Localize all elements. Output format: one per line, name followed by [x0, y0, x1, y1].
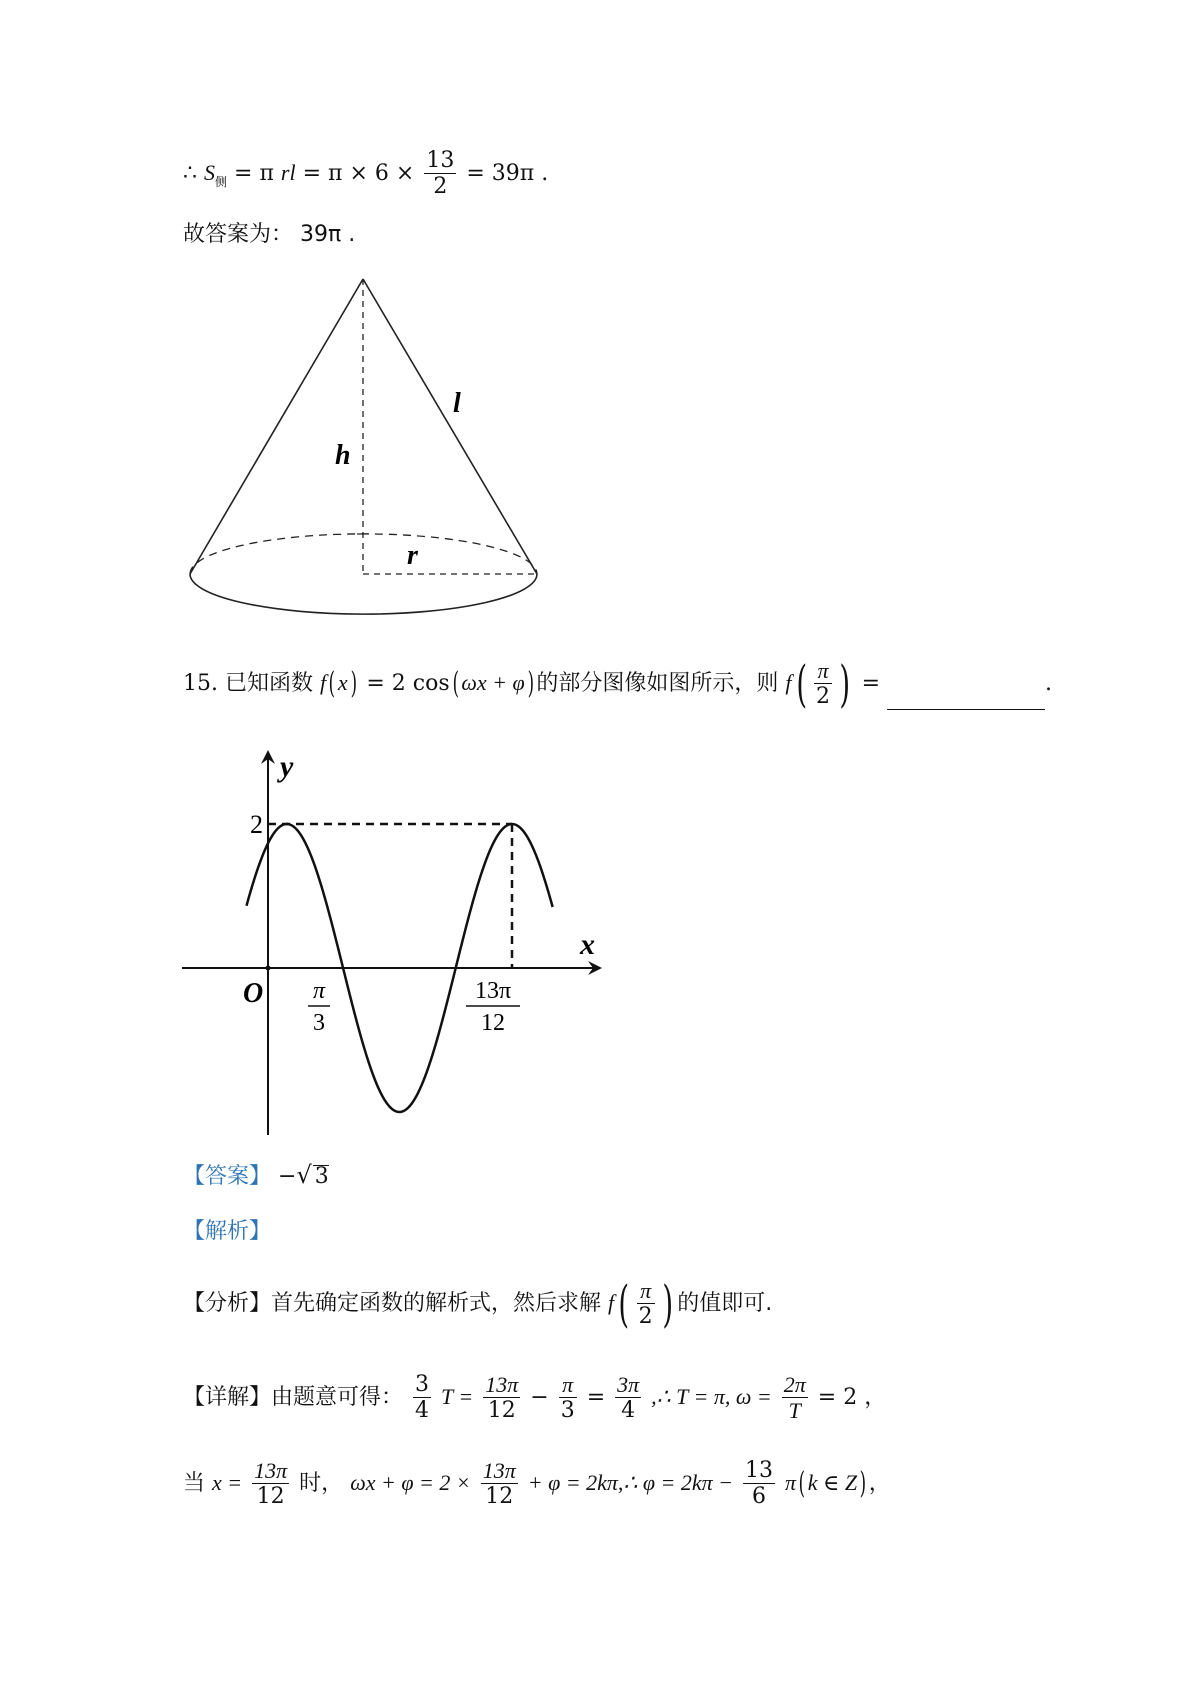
paren-left: (: [798, 1465, 806, 1501]
fraction-numerator: 13π: [482, 1458, 516, 1483]
origin-label: O: [243, 978, 264, 1009]
formula-part: = 2 ，: [817, 1384, 887, 1410]
function-symbol: f: [785, 669, 792, 695]
therefore-symbol: ∴: [183, 160, 197, 186]
fraction-denominator: 12: [487, 1398, 516, 1424]
fraction-numerator: 2π: [783, 1372, 806, 1397]
cone-slant-right: [363, 279, 537, 574]
cone-label-r: r: [407, 540, 418, 571]
tick-13pi-over-12-numerator: 13π: [474, 978, 512, 1004]
fraction: [252, 1458, 289, 1510]
tick-pi-over-3-denominator: 3: [313, 1010, 325, 1036]
fraction-denominator: 4: [415, 1398, 430, 1424]
question-text: 的部分图像如图所示，则: [536, 670, 779, 696]
fraction-numerator: π: [814, 658, 832, 684]
y-tick-2: 2: [250, 810, 263, 839]
fraction-numerator: π: [559, 1372, 577, 1398]
cone-slant-left: [190, 279, 363, 574]
formula-result: = 39π .: [466, 160, 549, 186]
paren-right: ): [527, 665, 534, 701]
xiangjie-tag: 【详解】: [183, 1384, 272, 1410]
formula-part: + φ = 2kπ,∴ φ = 2kπ −: [527, 1469, 734, 1495]
dang-line: [183, 1458, 891, 1510]
fraction-denominator: 2: [816, 684, 831, 710]
sqrt-sign: √: [296, 1161, 312, 1189]
paren-right: ): [859, 1465, 867, 1501]
analysis-line: [183, 1221, 271, 1243]
cos-argument: ωx + φ: [461, 669, 525, 695]
paren-right: ): [839, 654, 851, 713]
fraction-denominator: 3: [560, 1398, 575, 1424]
formula-variables: rl: [280, 159, 296, 185]
answer-text: 故答案为： 39π .: [183, 222, 356, 247]
fraction: [615, 1372, 641, 1424]
formula-part: = π: [234, 160, 274, 186]
fraction-denominator: 2: [638, 1304, 653, 1330]
equals-sign: =: [861, 670, 880, 696]
cone-label-l: l: [453, 388, 461, 419]
fenxi-line: [183, 1274, 773, 1333]
tick-13pi-over-12-denominator: 12: [481, 1010, 505, 1036]
fraction-numerator: 3: [415, 1372, 430, 1397]
formula-part: T =: [441, 1383, 474, 1409]
minus-sign: −: [278, 1164, 297, 1189]
question-number: 15.: [183, 670, 218, 696]
formula-part: x =: [212, 1469, 243, 1495]
comma: ，: [868, 1470, 891, 1496]
fraction-numerator: π: [637, 1278, 655, 1304]
fraction-denominator: 2: [433, 174, 448, 200]
paren-left: (: [618, 1274, 630, 1333]
period: .: [1045, 670, 1052, 696]
fraction-denominator: T: [788, 1398, 801, 1424]
minus-sign: −: [530, 1384, 549, 1410]
xiangjie-line: [183, 1372, 886, 1424]
cone-figure: [180, 268, 550, 628]
formula-part: ωx + φ = 2 ×: [350, 1469, 471, 1495]
area-symbol: S: [204, 159, 215, 185]
fraction: [481, 1458, 518, 1510]
fraction-numerator: 13: [745, 1458, 774, 1483]
fraction: [483, 1372, 520, 1424]
tick-pi-over-3-numerator: π: [312, 978, 326, 1004]
cone-base-front: [190, 574, 537, 614]
paren-left: (: [452, 665, 459, 701]
fraction: [559, 1372, 577, 1424]
fraction-numerator: 13: [426, 148, 455, 173]
fenxi-text: 首先确定函数的解析式，然后求解: [271, 1290, 602, 1316]
fraction-numerator: 3π: [617, 1372, 640, 1397]
function-symbol: f: [608, 1289, 615, 1315]
answer-statement: [183, 224, 355, 246]
fraction: [413, 1372, 431, 1424]
function-symbol: f: [320, 669, 327, 695]
xiangjie-text: 由题意可得：: [271, 1384, 404, 1410]
fraction-denominator: 12: [485, 1484, 514, 1510]
formula-part: π: [785, 1469, 797, 1495]
dang-text: 当: [183, 1470, 206, 1496]
answer-tag: 【答案】: [183, 1164, 272, 1189]
fenxi-text: 的值即可.: [677, 1290, 773, 1316]
dang-text: 时，: [299, 1470, 344, 1496]
equals-sign: =: [586, 1384, 606, 1410]
origin-point: [266, 966, 271, 971]
fraction-numerator: 13π: [485, 1372, 519, 1397]
x-axis-label: x: [580, 928, 595, 961]
function-argument: x: [337, 669, 348, 695]
area-subscript: 侧: [215, 174, 228, 189]
fraction-denominator: 12: [256, 1484, 285, 1510]
formula-part: = 2 cos: [366, 670, 450, 696]
cone-label-h: h: [335, 440, 351, 471]
solution-line-area: [183, 148, 548, 200]
formula-part: = π × 6 ×: [302, 160, 415, 186]
cosine-graph: [170, 740, 620, 1140]
sqrt-radicand: 3: [314, 1164, 329, 1189]
paren-left: (: [328, 665, 336, 701]
fenxi-tag: 【分析】: [183, 1290, 272, 1316]
fraction-numerator: 13π: [254, 1458, 288, 1483]
question-15: [183, 654, 1052, 713]
analysis-tag: 【解析】: [183, 1219, 272, 1244]
answer-line: [183, 1163, 329, 1188]
question-text: 已知函数: [225, 670, 314, 696]
paren-right: ): [350, 665, 357, 701]
fraction: [637, 1278, 655, 1330]
fraction: [782, 1372, 808, 1424]
formula-part: k ∈ Z: [807, 1469, 858, 1495]
formula-part: ,∴ T = π, ω =: [651, 1383, 772, 1409]
paren-right: ): [662, 1274, 673, 1333]
fraction: [743, 1458, 775, 1510]
fraction-denominator: 6: [752, 1484, 767, 1510]
fraction-denominator: 4: [621, 1398, 636, 1424]
answer-blank[interactable]: [887, 687, 1045, 710]
paren-left: (: [795, 654, 807, 713]
y-axis-label: y: [280, 750, 294, 783]
fraction: [814, 658, 832, 710]
fraction: [424, 148, 456, 200]
